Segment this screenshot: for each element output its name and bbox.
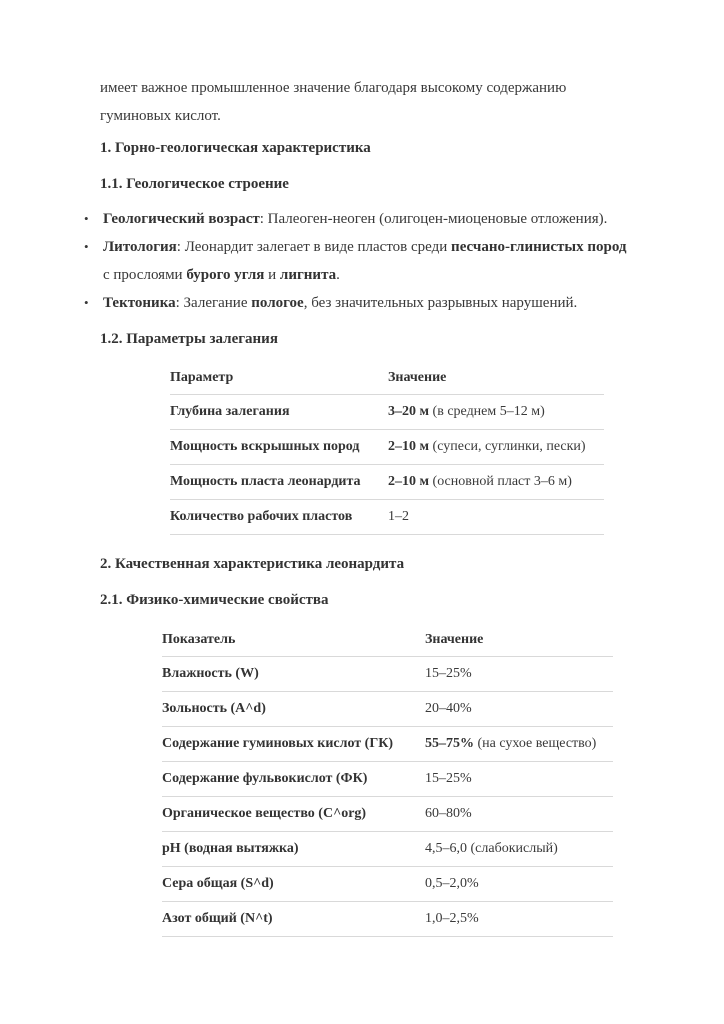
physchem-properties-table [162, 623, 613, 937]
bullet-item-geological-age [84, 205, 636, 233]
parameter-cell: Мощность вскрышных пород [170, 439, 360, 454]
table-header-row [162, 623, 613, 657]
parameter-cell: Глубина залегания [170, 404, 290, 419]
value-cell: 55–75% (на сухое вещество) [425, 736, 597, 751]
parameter-cell: Мощность пласта леонардита [170, 474, 361, 489]
table-row [170, 395, 604, 430]
table-header-value: Значение [388, 369, 447, 385]
value-cell: 1,0–2,5% [425, 911, 479, 926]
table-row [170, 500, 604, 535]
indicator-cell: Сера общая (S^d) [162, 876, 274, 891]
bullet-item-text: Тектоника: Залегание пологое, без значительных разрывных нарушений. [103, 295, 578, 311]
section-1-1-heading: 1.1. Геологическое строение [100, 176, 289, 192]
table-row [162, 832, 613, 867]
table-row [162, 657, 613, 692]
indicator-cell: Органическое вещество (C^org) [162, 806, 367, 821]
section-2-1-heading: 2.1. Физико-химические свойства [100, 592, 329, 608]
value-cell: 4,5–6,0 (слабокислый) [425, 841, 558, 856]
deposit-parameters-table [170, 361, 604, 535]
table-row [170, 430, 604, 465]
indicator-cell: Азот общий (N^t) [162, 911, 273, 926]
table-header-value: Значение [425, 631, 484, 647]
value-cell: 0,5–2,0% [425, 876, 479, 891]
bullet-icon: • [84, 211, 89, 226]
value-cell: 1–2 [388, 509, 409, 524]
table-header-indicator: Показатель [162, 631, 236, 647]
table-row [162, 867, 613, 902]
bullet-icon: • [84, 239, 89, 254]
table-header-parameter: Параметр [170, 369, 234, 385]
table-row [162, 902, 613, 937]
geology-bullet-list [84, 205, 636, 317]
value-cell: 15–25% [425, 666, 472, 681]
table-row [162, 727, 613, 762]
section-2-heading: 2. Качественная характеристика леонардита [100, 556, 405, 572]
bullet-icon: • [84, 295, 89, 310]
value-cell: 3–20 м (в среднем 5–12 м) [388, 404, 545, 419]
table-row [162, 762, 613, 797]
parameter-cell: Количество рабочих пластов [170, 509, 353, 524]
table-row [162, 797, 613, 832]
value-cell: 15–25% [425, 771, 472, 786]
bullet-item-tectonics [84, 289, 636, 317]
section-1-2-heading: 1.2. Параметры залегания [100, 331, 278, 347]
intro-paragraph: имеет важное промышленное значение благодаря высокому содержанию гуминовых кислот. [100, 80, 567, 124]
table-header-row [170, 361, 604, 395]
section-1-heading: 1. Горно-геологическая характеристика [100, 140, 371, 156]
indicator-cell: Зольность (A^d) [162, 701, 266, 716]
value-cell: 2–10 м (супеси, суглинки, пески) [388, 439, 586, 454]
indicator-cell: Влажность (W) [162, 666, 259, 681]
bullet-item-text: Геологический возраст: Палеоген-неоген (олигоцен-миоценовые отложения). [103, 211, 608, 227]
table-row [162, 692, 613, 727]
indicator-cell: Содержание гуминовых кислот (ГК) [162, 736, 394, 751]
value-cell: 2–10 м (основной пласт 3–6 м) [388, 474, 572, 489]
indicator-cell: pH (водная вытяжка) [162, 841, 299, 856]
indicator-cell: Содержание фульвокислот (ФК) [162, 771, 368, 786]
bullet-item-lithology [84, 233, 636, 289]
value-cell: 20–40% [425, 701, 472, 716]
table-row [170, 465, 604, 500]
value-cell: 60–80% [425, 806, 472, 821]
bullet-item-text: Литология: Леонардит залегает в виде пластов среди песчано-глинистых пород с прослоями бурого угля и лигнита. [103, 239, 627, 283]
